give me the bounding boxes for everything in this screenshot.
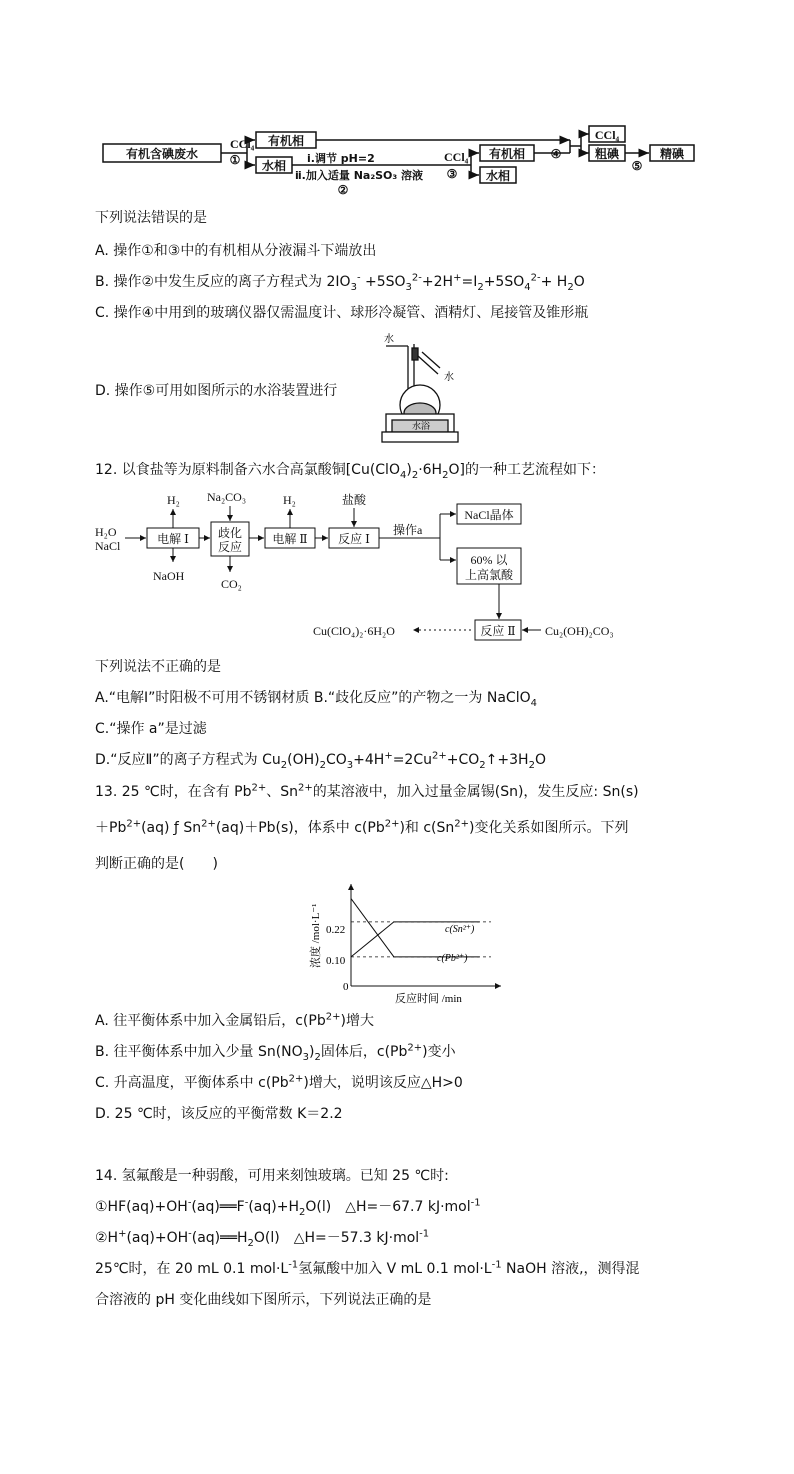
q11-option-a: A. 操作①和③中的有机相从分液漏斗下端放出 [95,243,377,259]
input-h2o: H₂O [95,525,117,539]
organic-phase-box-1: 有机相 [267,134,305,148]
q13-line-2: $+Pb^{2+}(aq)$ ƒ $Sn^{2+}(aq)+Pb(s)$，体系中 $c(Pb^{2+})$和 $c(Sn^{2+})$变化关系如图所示。下列 [95,818,629,836]
x-axis-label: 反应时间 /min [395,993,462,1005]
q12-question-stem: 下列说法不正确的是 [95,659,221,675]
step-5-label: ⑤ [631,159,643,173]
q12-option-ab: A.“电解Ⅰ”时阳极不可用不锈钢材质 B.“歧化反应”的产物之一为 NaClO$_4$ [95,690,537,709]
series-label-sn: c(Sn²⁺) [445,924,475,935]
water-phase-box-2: 水相 [485,169,511,183]
copper-perchlorate-flowchart [95,488,675,648]
q13-option-b: B. 往平衡体系中加入少量 $Sn(NO_3)_2$固体后，$c(Pb^{2+})$变小 [95,1042,456,1063]
water-bath-label: 水浴 [412,421,431,431]
q11-stem: 下列说法错误的是 [95,210,207,226]
naoh-output: NaOH [153,569,185,583]
q14-line-5: 合溶液的 pH 变化曲线如下图所示，下列说法正确的是 [95,1292,432,1308]
electrolysis-2-box: 电解 Ⅱ [272,532,308,546]
final-product: Cu(ClO₄)₂·6H₂O [313,624,395,638]
q14-line-4: 25℃时，在 20 mL 0.1 $mol\cdot L^{-1}$氢氟酸中加入 V mL 0.1 $mol\cdot L^{-1}$ NaOH 溶液,，测得混 [95,1259,640,1277]
water-out-label: 水 [444,372,454,383]
ccl4-label-a: CCl₄ [230,137,255,151]
reaction-1-box: 反应 Ⅰ [338,532,370,546]
fine-iodine-box: 精碘 [659,147,685,161]
iodine-recovery-flowchart [95,118,705,200]
step-2-label: ② [337,183,349,197]
organic-phase-box-2: 有机相 [488,147,526,161]
flow-start-box: 有机含碘废水 [125,147,199,161]
ccl4-output-box: CCl₄ [594,128,620,142]
nacl-crystal-box: NaCl晶体 [464,508,514,522]
q13-option-a: A. 往平衡体系中加入金属铅后，$c(Pb^{2+})$增大 [95,1011,374,1029]
chart-origin: 0 [343,981,349,993]
crude-iodine-box: 粗碘 [594,147,620,161]
reaction-2-box: 反应 Ⅱ [480,624,516,638]
concentration-time-chart [305,880,505,1006]
q12-option-d: D.“反应Ⅱ”的离子方程式为 $Cu_2(OH)_2CO_3+4H^+=2Cu^{2+}+CO_2↑+3H_2O$ [95,750,546,771]
y-tick-0.10: 0.10 [326,955,346,967]
step-1-label: ① [229,153,241,167]
basic-copper-carbonate-input: Cu₂(OH)₂CO₃ [545,624,614,638]
disproportion-box-l1: 歧化 [217,526,243,540]
water-bath-apparatus [378,330,462,448]
q12-option-c: C.“操作 a”是过滤 [95,721,207,737]
h2-output-2: H₂ [283,493,296,507]
step-4-label: ④ [550,147,562,161]
q14-reaction-2: $②H^+(aq)+OH^-(aq)══H_2O(l)$ △H=－57.3 kJ·mol$^{-1}$ [95,1228,430,1249]
q11-option-b: B. 操作②中发生反应的离子方程式为 $2IO_3^- +5SO_3^{2-}+2H^+=I_2+5SO_4^{2-}+ H_2O$ [95,272,585,293]
ccl4-label-b: CCl₄ [444,150,469,164]
q11-option-c: C. 操作④中用到的玻璃仪器仅需温度计、球形冷凝管、酒精灯、尾接管及锥形瓶 [95,305,589,321]
y-axis-label: 浓度 /mol·L⁻¹ [310,903,322,968]
h2-output-1: H₂ [167,493,180,507]
q13-option-c: C. 升高温度，平衡体系中 $c(Pb^{2+})$增大，说明该反应△H>0 [95,1073,463,1091]
series-label-pb: c(Pb²⁺) [437,953,468,964]
q12-stem: 12. 以食盐等为原料制备六水合高氯酸铜$[Cu(ClO_4)_2\cdot 6H_2O]$的一种工艺流程如下： [95,462,605,481]
condition-i: ⅰ.调节 pH=2 [307,152,375,165]
input-nacl: NaCl [95,539,121,553]
y-tick-0.22: 0.22 [326,924,346,936]
perchloric-acid-box-l1: 60% 以 [470,553,508,567]
q14-line-1: 14. 氢氟酸是一种弱酸，可用来刻蚀玻璃。已知 25 ℃时: [95,1168,449,1184]
electrolysis-1-box: 电解 Ⅰ [157,532,189,546]
disproportion-box-l2: 反应 [217,540,243,554]
q13-line-3: 判断正确的是( ) [95,856,218,872]
step-3-label: ③ [446,167,458,181]
water-phase-box-1: 水相 [261,159,287,173]
perchloric-acid-box-l2: 上高氯酸 [464,568,514,582]
na2co3-input: Na₂CO₃ [207,490,247,504]
operation-a-label: 操作a [393,523,423,537]
condition-ii: ⅱ.加入适量 Na₂SO₃ 溶液 [295,169,424,182]
hcl-input: 盐酸 [342,493,367,507]
q13-line-1: 13. 25 ℃时，在含有 $Pb^{2+}$、$Sn^{2+}$的某溶液中，加入过量金属锡(Sn)，发生反应: Sn(s) [95,782,639,800]
q13-option-d: D. 25 ℃时，该反应的平衡常数 K＝2.2 [95,1106,343,1122]
q14-reaction-1: $①HF(aq)+OH^-(aq)══F^-(aq)+H_2O(l)$ △H=－67.7 kJ·mol$^{-1}$ [95,1197,481,1218]
water-in-label: 水 [384,334,394,345]
co2-output: CO₂ [221,577,242,591]
q11-option-d: D. 操作⑤可用如图所示的水浴装置进行 [95,383,338,399]
